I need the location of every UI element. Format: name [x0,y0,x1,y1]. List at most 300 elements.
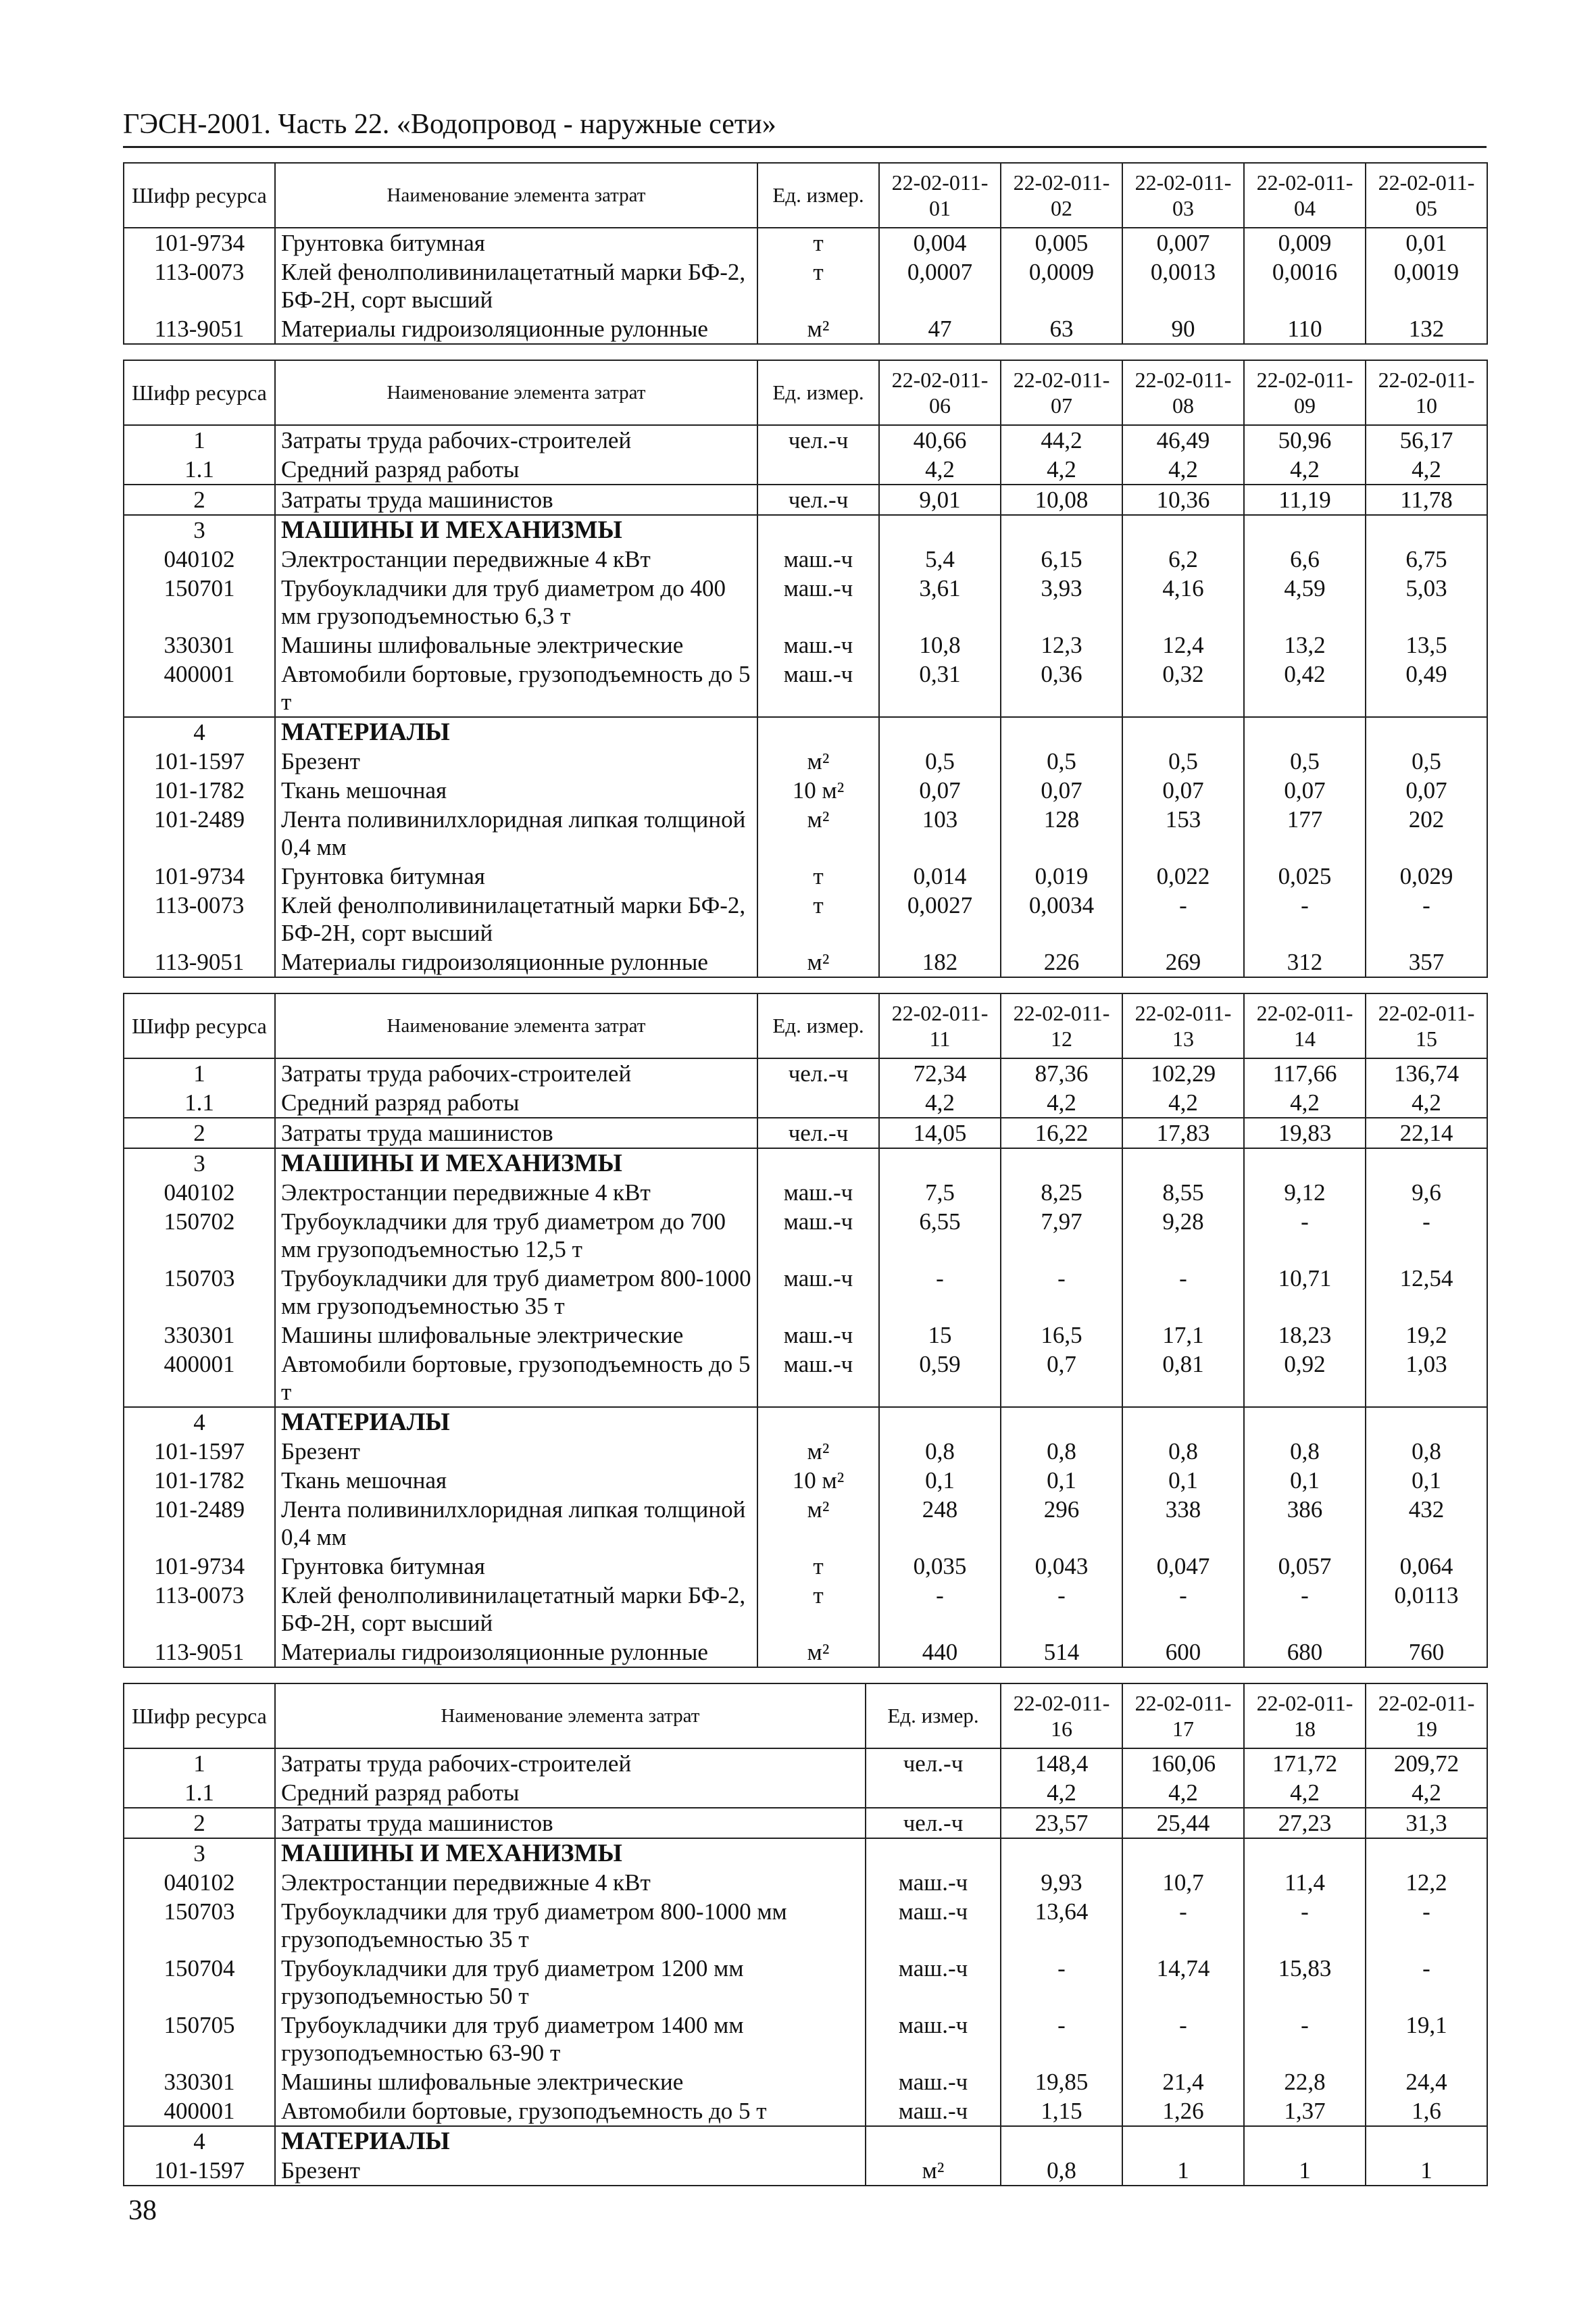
norm-value: 23,57 [1001,1808,1122,1838]
table-row [124,1178,1487,1207]
norm-value: 50,96 [1244,425,1366,455]
table-row [124,1264,1487,1321]
norm-value: 0,31 [879,660,1001,717]
norm-value: 0,035 [879,1552,1001,1581]
norm-value: 4,2 [879,1088,1001,1118]
resource-code: 3 [124,1838,275,1868]
unit-of-measure [757,717,879,747]
norm-value: 12,4 [1122,631,1244,660]
norm-value: 0,49 [1366,660,1487,717]
resource-code: 2 [124,485,275,515]
norm-value: 31,3 [1366,1808,1487,1838]
norm-value [879,1148,1001,1178]
table-row [124,1778,1487,1808]
norm-value [1244,1148,1366,1178]
resource-name: Затраты труда рабочих-строителей [275,1748,866,1778]
table-row [124,776,1487,805]
column-header-norm: 22-02-011-12 [1001,993,1122,1058]
norm-value [879,1407,1001,1437]
resource-name: Ткань мешочная [275,776,757,805]
table-row [124,1748,1487,1778]
norm-value: 12,2 [1366,1868,1487,1897]
table-row [124,2096,1487,2126]
norm-value: 6,55 [879,1207,1001,1264]
column-header-name: Наименование элемента затрат [275,360,757,425]
table-row [124,1321,1487,1350]
table-row [124,1058,1487,1088]
norm-value [1001,717,1122,747]
norm-value: 0,0019 [1366,257,1487,314]
resource-code: 113-0073 [124,1581,275,1638]
resource-code: 150701 [124,574,275,631]
norm-value: 0,064 [1366,1552,1487,1581]
norm-value: 13,5 [1366,631,1487,660]
resource-code: 400001 [124,660,275,717]
norm-value: 0,8 [1122,1437,1244,1466]
norm-value: - [1001,1264,1122,1321]
norm-value: 110 [1244,314,1366,344]
norm-value: 0,014 [879,862,1001,891]
norm-value: 0,019 [1001,862,1122,891]
norm-value: 13,64 [1001,1897,1122,1954]
norm-value: 296 [1001,1495,1122,1552]
norm-value: 10,7 [1122,1868,1244,1897]
table-row [124,1581,1487,1638]
resource-name: Клей фенолполивинилацетатный марки БФ-2, БФ-2Н, сорт высший [275,891,757,947]
unit-of-measure: маш.-ч [757,545,879,574]
norm-value: - [1122,2011,1244,2067]
column-header-name: Наименование элемента затрат [275,1683,866,1748]
norm-value: 440 [879,1638,1001,1667]
column-header-norm: 22-02-011-07 [1001,360,1122,425]
table-header [124,1683,1487,1748]
unit-of-measure: маш.-ч [757,1350,879,1407]
norm-value: 6,2 [1122,545,1244,574]
resource-name: Трубоукладчики для труб диаметром до 700 мм грузоподъемностью 12,5 т [275,1207,757,1264]
norm-value: 9,01 [879,485,1001,515]
table-row [124,1868,1487,1897]
unit-of-measure [866,2126,1001,2156]
unit-of-measure: чел.-ч [866,1808,1001,1838]
norm-value: 0,36 [1001,660,1122,717]
resource-code: 1.1 [124,1778,275,1808]
resource-name: Затраты труда рабочих-строителей [275,425,757,455]
norm-value: 4,2 [1122,1088,1244,1118]
column-header-norm: 22-02-011-02 [1001,163,1122,228]
norm-value [1366,1148,1487,1178]
norm-value: 4,2 [1244,1088,1366,1118]
table-header [124,360,1487,425]
unit-of-measure: чел.-ч [757,1118,879,1148]
norm-value: 0,07 [1001,776,1122,805]
resource-name: Грунтовка битумная [275,228,757,257]
unit-of-measure: чел.-ч [757,425,879,455]
column-header-unit: Ед. измер. [866,1683,1001,1748]
resource-table-4 [123,1683,1488,2186]
norm-value: - [1244,2011,1366,2067]
resource-code: 3 [124,1148,275,1178]
norm-value: 432 [1366,1495,1487,1552]
norm-value: 128 [1001,805,1122,862]
resource-code: 330301 [124,2067,275,2096]
norm-value: 0,5 [1244,747,1366,776]
resource-code: 040102 [124,545,275,574]
resource-name: Затраты труда рабочих-строителей [275,1058,757,1088]
norm-value: 1,37 [1244,2096,1366,2126]
resource-code: 101-1597 [124,747,275,776]
table-row [124,747,1487,776]
resource-name: Автомобили бортовые, грузоподъемность до 5 т [275,1350,757,1407]
table-row [124,425,1487,455]
resource-code: 400001 [124,2096,275,2126]
table-row [124,574,1487,631]
table-row [124,862,1487,891]
resource-code: 101-9734 [124,228,275,257]
norm-value [1001,2126,1122,2156]
norm-value: 6,6 [1244,545,1366,574]
norm-value: 7,97 [1001,1207,1122,1264]
table-row [124,455,1487,485]
norm-value: 0,1 [1122,1466,1244,1495]
unit-of-measure: маш.-ч [757,1207,879,1264]
norm-value: 4,2 [1122,1778,1244,1808]
table-header [124,993,1487,1058]
norm-value: 4,16 [1122,574,1244,631]
resource-code: 113-9051 [124,1638,275,1667]
resource-name: Материалы гидроизоляционные рулонные [275,314,757,344]
norm-value: 10,8 [879,631,1001,660]
norm-value: 46,49 [1122,425,1244,455]
document-title: ГЭСН-2001. Часть 22. «Водопровод - наружные сети» [123,109,776,140]
norm-value: 0,009 [1244,228,1366,257]
norm-value: - [1122,1897,1244,1954]
column-header-code: Шифр ресурса [124,993,275,1058]
resource-table-3 [123,993,1488,1668]
norm-value [1244,515,1366,545]
resource-code: 113-9051 [124,947,275,977]
table-row [124,891,1487,947]
norm-value: 72,34 [879,1058,1001,1088]
norm-value: 0,81 [1122,1350,1244,1407]
norm-value: 6,75 [1366,545,1487,574]
resource-name: Грунтовка битумная [275,862,757,891]
norm-value: 209,72 [1366,1748,1487,1778]
norm-value: 132 [1366,314,1487,344]
table-row [124,660,1487,717]
column-header-norm: 22-02-011-11 [879,993,1001,1058]
norm-value: 4,2 [1366,455,1487,485]
norm-value: 9,93 [1001,1868,1122,1897]
norm-value: - [1001,1954,1122,2011]
norm-value: 0,8 [1001,1437,1122,1466]
norm-value: 171,72 [1244,1748,1366,1778]
resource-name: Машины шлифовальные электрические [275,1321,757,1350]
resource-table-2 [123,360,1488,978]
norm-value: 0,057 [1244,1552,1366,1581]
table-row [124,1638,1487,1667]
resource-name: Грунтовка битумная [275,1552,757,1581]
norm-value: 102,29 [1122,1058,1244,1088]
unit-of-measure: маш.-ч [757,660,879,717]
resource-code: 1 [124,1748,275,1778]
norm-value: 103 [879,805,1001,862]
norm-value: 19,2 [1366,1321,1487,1350]
norm-value: 0,07 [879,776,1001,805]
unit-of-measure: м² [866,2156,1001,2186]
resource-table-1 [123,162,1488,345]
unit-of-measure: м² [757,314,879,344]
table-row [124,1897,1487,1954]
table-body [124,425,1487,977]
norm-value: 269 [1122,947,1244,977]
norm-value: 22,14 [1366,1118,1487,1148]
norm-value: 153 [1122,805,1244,862]
norm-value: 12,54 [1366,1264,1487,1321]
norm-value: 11,4 [1244,1868,1366,1897]
norm-value: 0,1 [1244,1466,1366,1495]
resource-name: Трубоукладчики для труб диаметром 800-1000 мм грузоподъемностью 35 т [275,1897,866,1954]
norm-value: 1,26 [1122,2096,1244,2126]
norm-value: 17,83 [1122,1118,1244,1148]
norm-value: 0,005 [1001,228,1122,257]
table-row [124,228,1487,257]
norm-value: 19,1 [1366,2011,1487,2067]
norm-value: 357 [1366,947,1487,977]
norm-value [879,515,1001,545]
table-row [124,2156,1487,2186]
norm-value: 11,19 [1244,485,1366,515]
unit-of-measure: маш.-ч [757,574,879,631]
norm-value: 15,83 [1244,1954,1366,2011]
norm-value: 0,1 [1001,1466,1122,1495]
resource-code: 400001 [124,1350,275,1407]
norm-value: 18,23 [1244,1321,1366,1350]
resource-name: Затраты труда машинистов [275,485,757,515]
norm-value: - [879,1581,1001,1638]
section-title: МАШИНЫ И МЕХАНИЗМЫ [275,1838,866,1868]
resource-code: 113-0073 [124,257,275,314]
norm-value: 27,23 [1244,1808,1366,1838]
norm-value: 5,4 [879,545,1001,574]
unit-of-measure [866,1838,1001,1868]
unit-of-measure [757,455,879,485]
norm-value: 4,2 [1366,1088,1487,1118]
resource-name: Электростанции передвижные 4 кВт [275,545,757,574]
norm-value: - [1244,1897,1366,1954]
table-row [124,1954,1487,2011]
norm-value: 8,25 [1001,1178,1122,1207]
norm-value: - [1366,1954,1487,2011]
norm-value: 9,12 [1244,1178,1366,1207]
norm-value: 63 [1001,314,1122,344]
norm-value [1122,1148,1244,1178]
unit-of-measure: т [757,891,879,947]
norm-value: 87,36 [1001,1058,1122,1088]
unit-of-measure: т [757,228,879,257]
unit-of-measure: маш.-ч [866,2011,1001,2067]
norm-value: 202 [1366,805,1487,862]
norm-value: 0,004 [879,228,1001,257]
table-row [124,1207,1487,1264]
resource-code: 150702 [124,1207,275,1264]
resource-code: 4 [124,717,275,747]
norm-value: 6,15 [1001,545,1122,574]
norm-value: - [1122,1581,1244,1638]
unit-of-measure: маш.-ч [757,1321,879,1350]
resource-code: 150703 [124,1897,275,1954]
column-header-code: Шифр ресурса [124,163,275,228]
resource-name: Средний разряд работы [275,1088,757,1118]
norm-value: 0,5 [1366,747,1487,776]
section-title: МАТЕРИАЛЫ [275,2126,866,2156]
section-title: МАТЕРИАЛЫ [275,717,757,747]
resource-name: Затраты труда машинистов [275,1808,866,1838]
table-row [124,1466,1487,1495]
unit-of-measure: т [757,1581,879,1638]
resource-name: Лента поливинилхлоридная липкая толщиной 0,4 мм [275,1495,757,1552]
column-header-norm: 22-02-011-05 [1366,163,1487,228]
norm-value: 3,93 [1001,574,1122,631]
resource-name: Трубоукладчики для труб диаметром 800-1000 мм грузоподъемностью 35 т [275,1264,757,1321]
column-header-norm: 22-02-011-04 [1244,163,1366,228]
norm-value: 1 [1366,2156,1487,2186]
resource-name: Брезент [275,747,757,776]
unit-of-measure: маш.-ч [866,1954,1001,2011]
norm-value [1122,1838,1244,1868]
norm-value: 16,22 [1001,1118,1122,1148]
unit-of-measure [757,1088,879,1118]
norm-value: 0,59 [879,1350,1001,1407]
norm-value: 160,06 [1122,1748,1244,1778]
section-title: МАШИНЫ И МЕХАНИЗМЫ [275,515,757,545]
norm-value: 514 [1001,1638,1122,1667]
norm-value: 760 [1366,1638,1487,1667]
norm-value [1244,1407,1366,1437]
table-header [124,163,1487,228]
norm-value [1366,1838,1487,1868]
unit-of-measure: м² [757,747,879,776]
norm-value [879,717,1001,747]
column-header-norm: 22-02-011-09 [1244,360,1366,425]
unit-of-measure: м² [757,1638,879,1667]
norm-value [1244,2126,1366,2156]
resource-code: 101-9734 [124,1552,275,1581]
unit-of-measure: маш.-ч [866,2067,1001,2096]
norm-value: 4,2 [1366,1778,1487,1808]
norm-value: 4,2 [1122,455,1244,485]
table-row [124,1552,1487,1581]
resource-name: Машины шлифовальные электрические [275,2067,866,2096]
resource-code: 1.1 [124,1088,275,1118]
table-row [124,717,1487,747]
norm-value: 5,03 [1366,574,1487,631]
column-header-norm: 22-02-011-10 [1366,360,1487,425]
resource-code: 150703 [124,1264,275,1321]
table-row [124,1495,1487,1552]
resource-code: 330301 [124,1321,275,1350]
resource-name: Материалы гидроизоляционные рулонные [275,947,757,977]
unit-of-measure: маш.-ч [866,1868,1001,1897]
norm-value: 19,85 [1001,2067,1122,2096]
column-header-norm: 22-02-011-06 [879,360,1001,425]
norm-value: 10,08 [1001,485,1122,515]
norm-value: 182 [879,947,1001,977]
norm-value: 4,2 [879,455,1001,485]
norm-value: 1,03 [1366,1350,1487,1407]
resource-code: 101-1782 [124,776,275,805]
norm-value: 600 [1122,1638,1244,1667]
table-body [124,1058,1487,1667]
resource-code: 101-2489 [124,805,275,862]
norm-value: 10,71 [1244,1264,1366,1321]
norm-value: 0,32 [1122,660,1244,717]
table-row [124,631,1487,660]
column-header-norm: 22-02-011-17 [1122,1683,1244,1748]
norm-value: - [1122,891,1244,947]
norm-value [1366,717,1487,747]
norm-value: - [1244,1581,1366,1638]
unit-of-measure [757,1407,879,1437]
norm-value: 386 [1244,1495,1366,1552]
norm-value [1001,1407,1122,1437]
norm-value [1122,717,1244,747]
norm-value: 9,28 [1122,1207,1244,1264]
norm-value [1244,717,1366,747]
norm-value: 4,2 [1244,455,1366,485]
unit-of-measure: 10 м² [757,776,879,805]
resource-code: 113-0073 [124,891,275,947]
table-row [124,947,1487,977]
norm-value: 40,66 [879,425,1001,455]
resource-name: Клей фенолполивинилацетатный марки БФ-2, БФ-2Н, сорт высший [275,257,757,314]
unit-of-measure: 10 м² [757,1466,879,1495]
resource-name: Затраты труда машинистов [275,1118,757,1148]
table-row [124,1437,1487,1466]
column-header-norm: 22-02-011-03 [1122,163,1244,228]
norm-value: 0,007 [1122,228,1244,257]
norm-value: 338 [1122,1495,1244,1552]
norm-value: 0,047 [1122,1552,1244,1581]
table-row [124,1118,1487,1148]
norm-value: 0,07 [1122,776,1244,805]
norm-value: 19,83 [1244,1118,1366,1148]
table-row [124,545,1487,574]
norm-value: 0,92 [1244,1350,1366,1407]
resource-name: Трубоукладчики для труб диаметром 1200 мм грузоподъемностью 50 т [275,1954,866,2011]
unit-of-measure [757,1148,879,1178]
column-header-norm: 22-02-011-16 [1001,1683,1122,1748]
norm-value: 3,61 [879,574,1001,631]
resource-name: Лента поливинилхлоридная липкая толщиной 0,4 мм [275,805,757,862]
column-header-norm: 22-02-011-15 [1366,993,1487,1058]
unit-of-measure [757,515,879,545]
norm-value: 47 [879,314,1001,344]
norm-value: 0,1 [1366,1466,1487,1495]
norm-value: 44,2 [1001,425,1122,455]
unit-of-measure: маш.-ч [757,1178,879,1207]
norm-value: 4,2 [1244,1778,1366,1808]
resource-name: Машины шлифовальные электрические [275,631,757,660]
norm-value: 0,0016 [1244,257,1366,314]
table-row [124,1148,1487,1178]
norm-value: - [1244,891,1366,947]
column-header-name: Наименование элемента затрат [275,163,757,228]
resource-code: 1 [124,1058,275,1088]
norm-value: - [1244,1207,1366,1264]
norm-value: 0,0027 [879,891,1001,947]
norm-value: 0,5 [1001,747,1122,776]
table-row [124,2067,1487,2096]
